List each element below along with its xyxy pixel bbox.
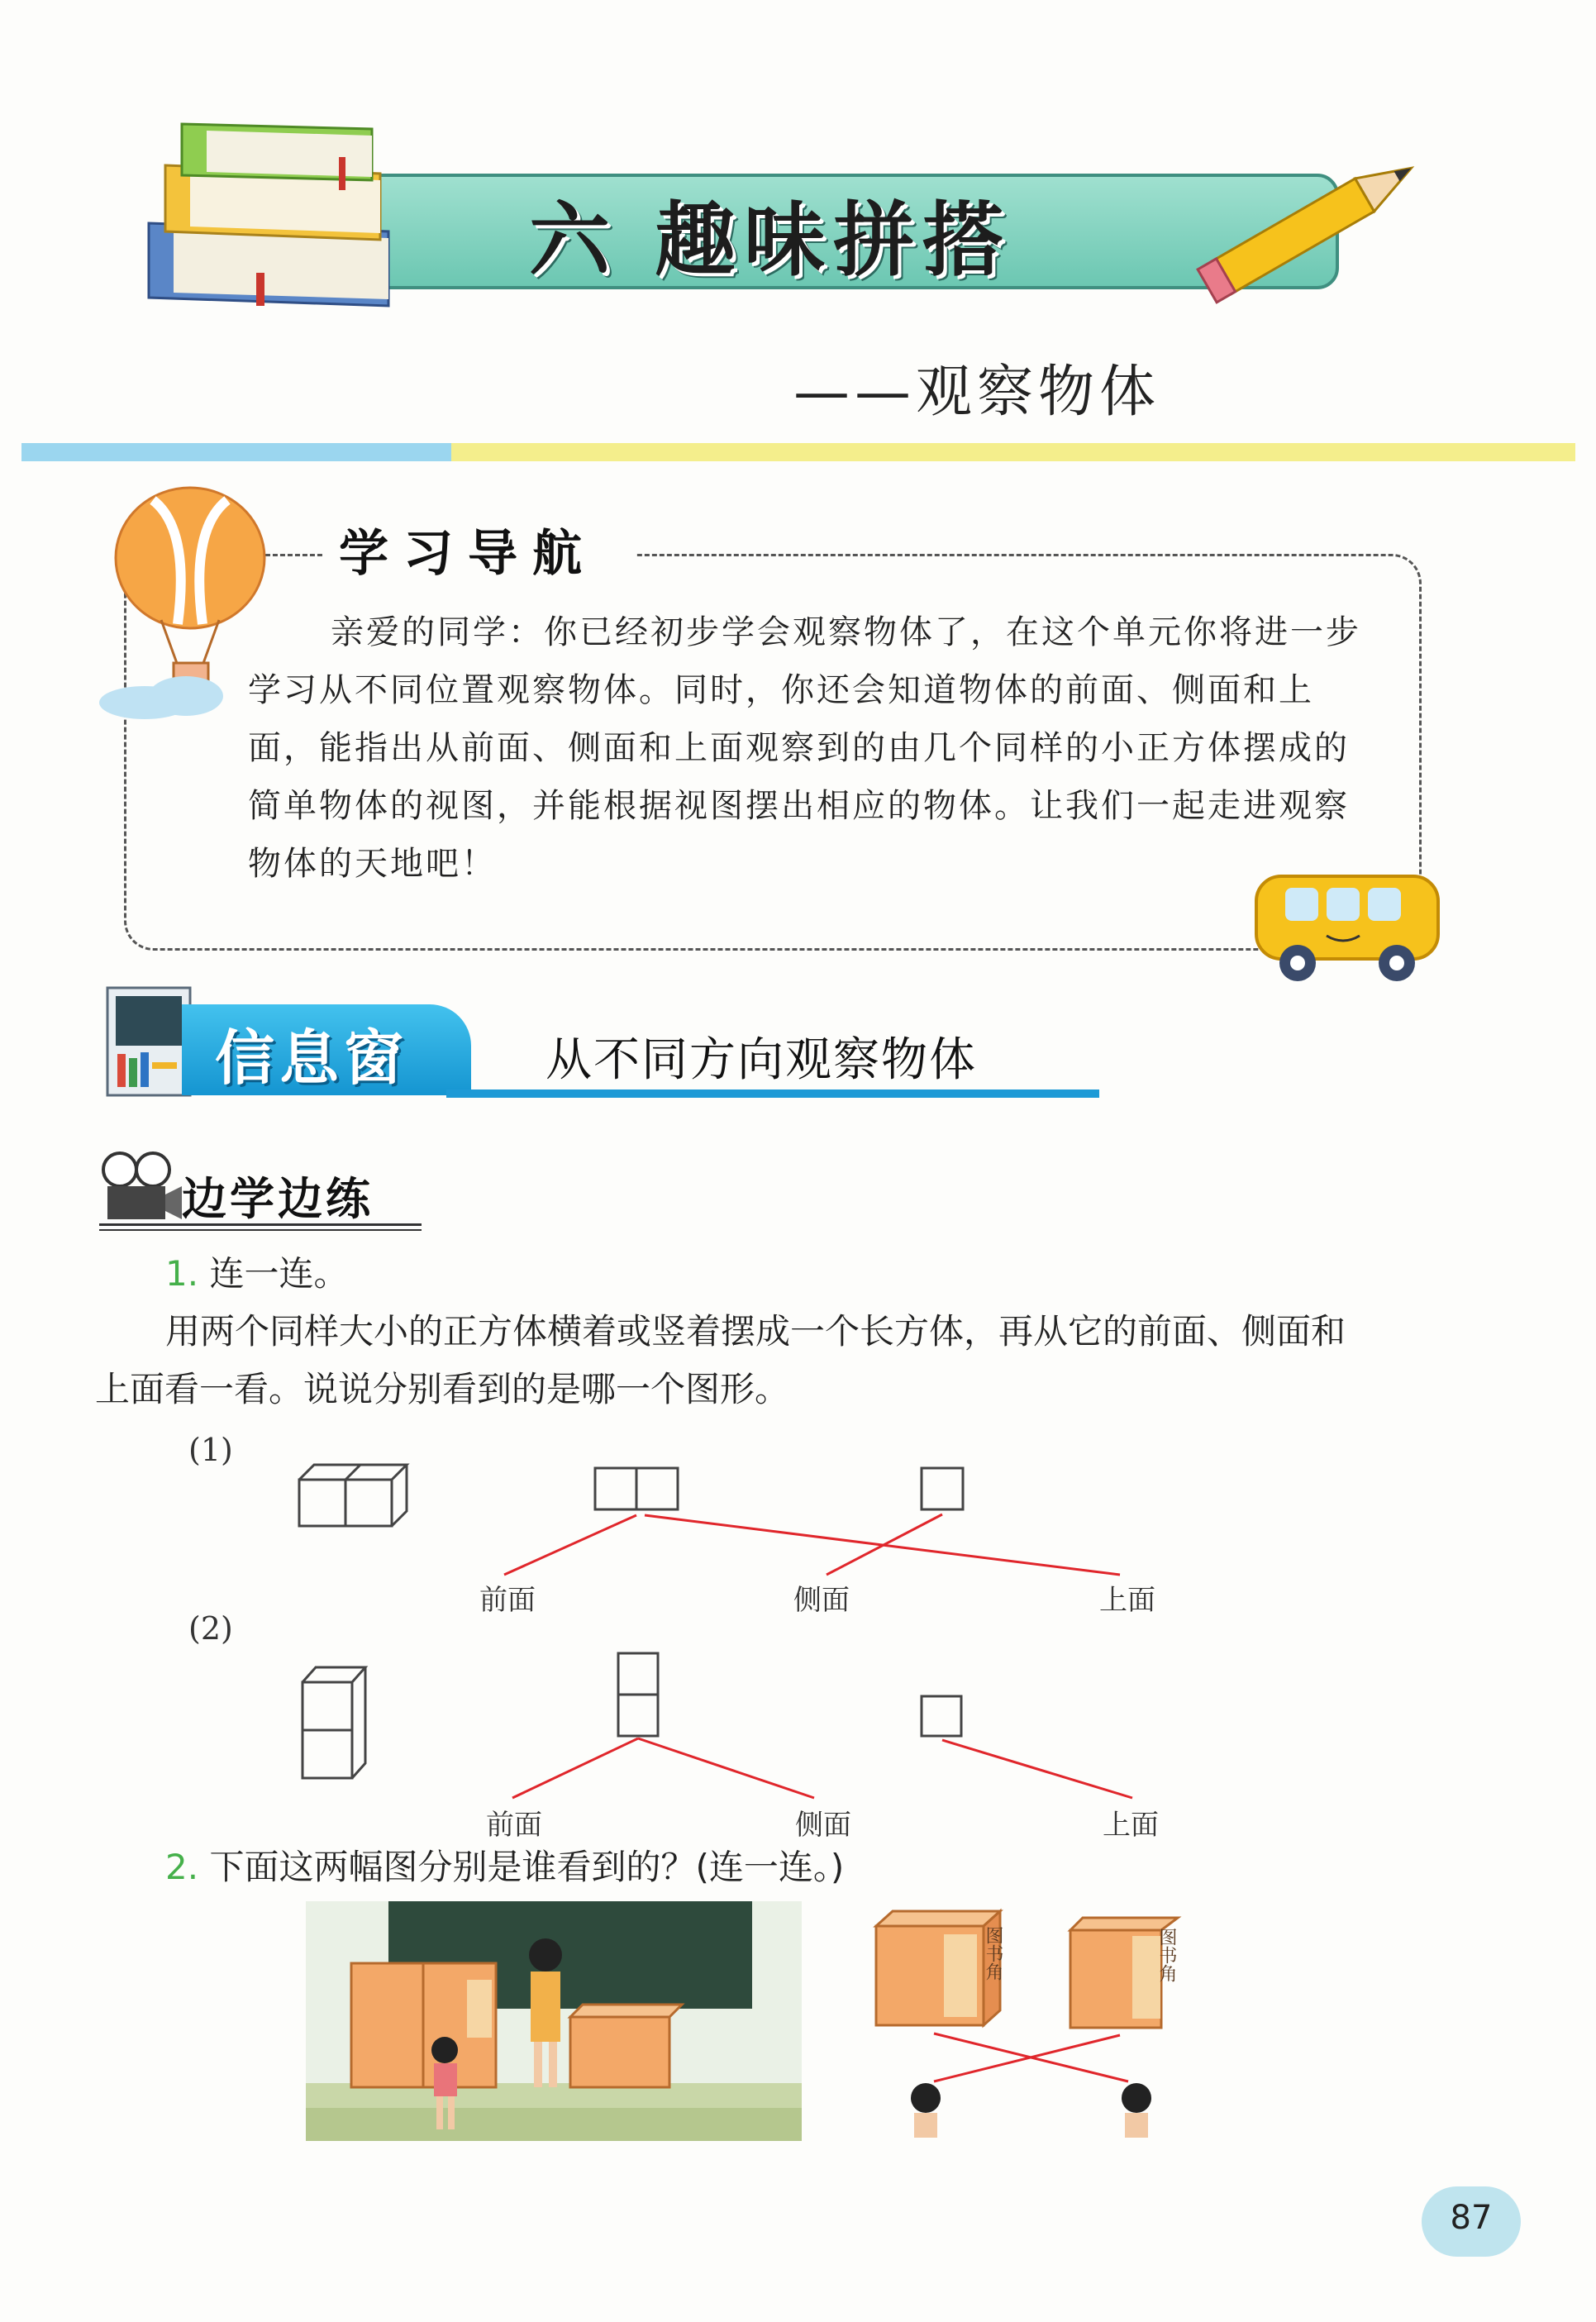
answer-line-1b bbox=[645, 1515, 1120, 1575]
pencil-icon bbox=[1190, 141, 1438, 306]
unit-title: 六 趣味拼搭 bbox=[529, 193, 1012, 288]
practice-title: 边学边练 bbox=[182, 1173, 374, 1225]
answer-line-1c bbox=[827, 1514, 942, 1575]
label-top-1: 上面 bbox=[1099, 1584, 1155, 1617]
header-rule-blue bbox=[21, 443, 460, 461]
page-number: 87 bbox=[1450, 2199, 1493, 2237]
answer-line-2b bbox=[638, 1738, 814, 1798]
unit-subtitle: ——观察物体 bbox=[793, 360, 1161, 425]
film-projector-icon bbox=[95, 1149, 186, 1232]
kid-right bbox=[1122, 2083, 1151, 2138]
question-1-text: 连一连。 bbox=[209, 1253, 349, 1294]
practice-underline bbox=[99, 1223, 422, 1231]
answer-line-2c bbox=[942, 1740, 1132, 1798]
question-1-desc-line1: 用两个同样大小的正方体横着或竖着摆成一个长方体，再从它的前面、侧面和 bbox=[165, 1311, 1346, 1352]
question-1 bbox=[165, 1247, 348, 1296]
question-1-desc-line2: 上面看一看。说说分别看到的是哪一个图形。 bbox=[95, 1369, 790, 1409]
label-side-1: 侧面 bbox=[793, 1584, 850, 1617]
question-2-text: 下面这两幅图分别是谁看到的？(连一连。) bbox=[209, 1847, 845, 1887]
desk bbox=[570, 2005, 682, 2087]
question-2-number: 2. bbox=[165, 1847, 199, 1887]
info-window-label: 信息窗 bbox=[215, 1023, 409, 1093]
label-top-2: 上面 bbox=[1103, 1809, 1159, 1842]
guide-text: 亲爱的同学：你已经初步学会观察物体了，在这个单元你将进一步学习从不同位置观察物体。同时，你还会知道物体的前面、侧面和上面，能指出从前面、侧面和上面观察到的由几个同样的小正方体摆成的简单物体的视图，并能根据视图摆出相应的物体。让我们一起走进观察物体的天地吧！ bbox=[248, 613, 1361, 883]
answer-line-3b bbox=[934, 2035, 1120, 2081]
answer-line-2a bbox=[512, 1738, 638, 1798]
sub-question-2-label: (2) bbox=[188, 1610, 233, 1647]
cuboid-horizontal bbox=[299, 1465, 407, 1526]
label-front-2: 前面 bbox=[486, 1809, 542, 1842]
info-window-topic: 从不同方向观察物体 bbox=[545, 1033, 977, 1087]
classroom-scene bbox=[306, 1901, 802, 2141]
header-rule-yellow bbox=[451, 443, 1575, 461]
books-illustration bbox=[141, 107, 422, 322]
bookcase-cabinet bbox=[351, 1963, 496, 2087]
kid-left bbox=[911, 2083, 941, 2138]
cabinet-left-label: 图书角 bbox=[983, 1926, 1003, 1981]
school-bus-icon bbox=[1248, 860, 1455, 992]
sub-question-1-label: (1) bbox=[188, 1432, 233, 1468]
view-single-square-2 bbox=[922, 1696, 961, 1736]
guide-title: 学习导航 bbox=[339, 525, 597, 583]
cuboid-vertical bbox=[303, 1667, 365, 1778]
answer-line-1a bbox=[504, 1515, 636, 1575]
label-front-1: 前面 bbox=[479, 1584, 536, 1617]
view-single-square-1 bbox=[922, 1468, 963, 1509]
question-1-number: 1. bbox=[165, 1253, 199, 1294]
info-window-underline bbox=[446, 1089, 1099, 1098]
label-side-2: 侧面 bbox=[795, 1809, 851, 1842]
view-two-squares-vertical bbox=[618, 1653, 658, 1736]
view-two-squares-horizontal bbox=[595, 1468, 678, 1509]
question-2 bbox=[165, 1840, 844, 1890]
cabinet-right-label: 图书角 bbox=[1156, 1928, 1177, 1982]
